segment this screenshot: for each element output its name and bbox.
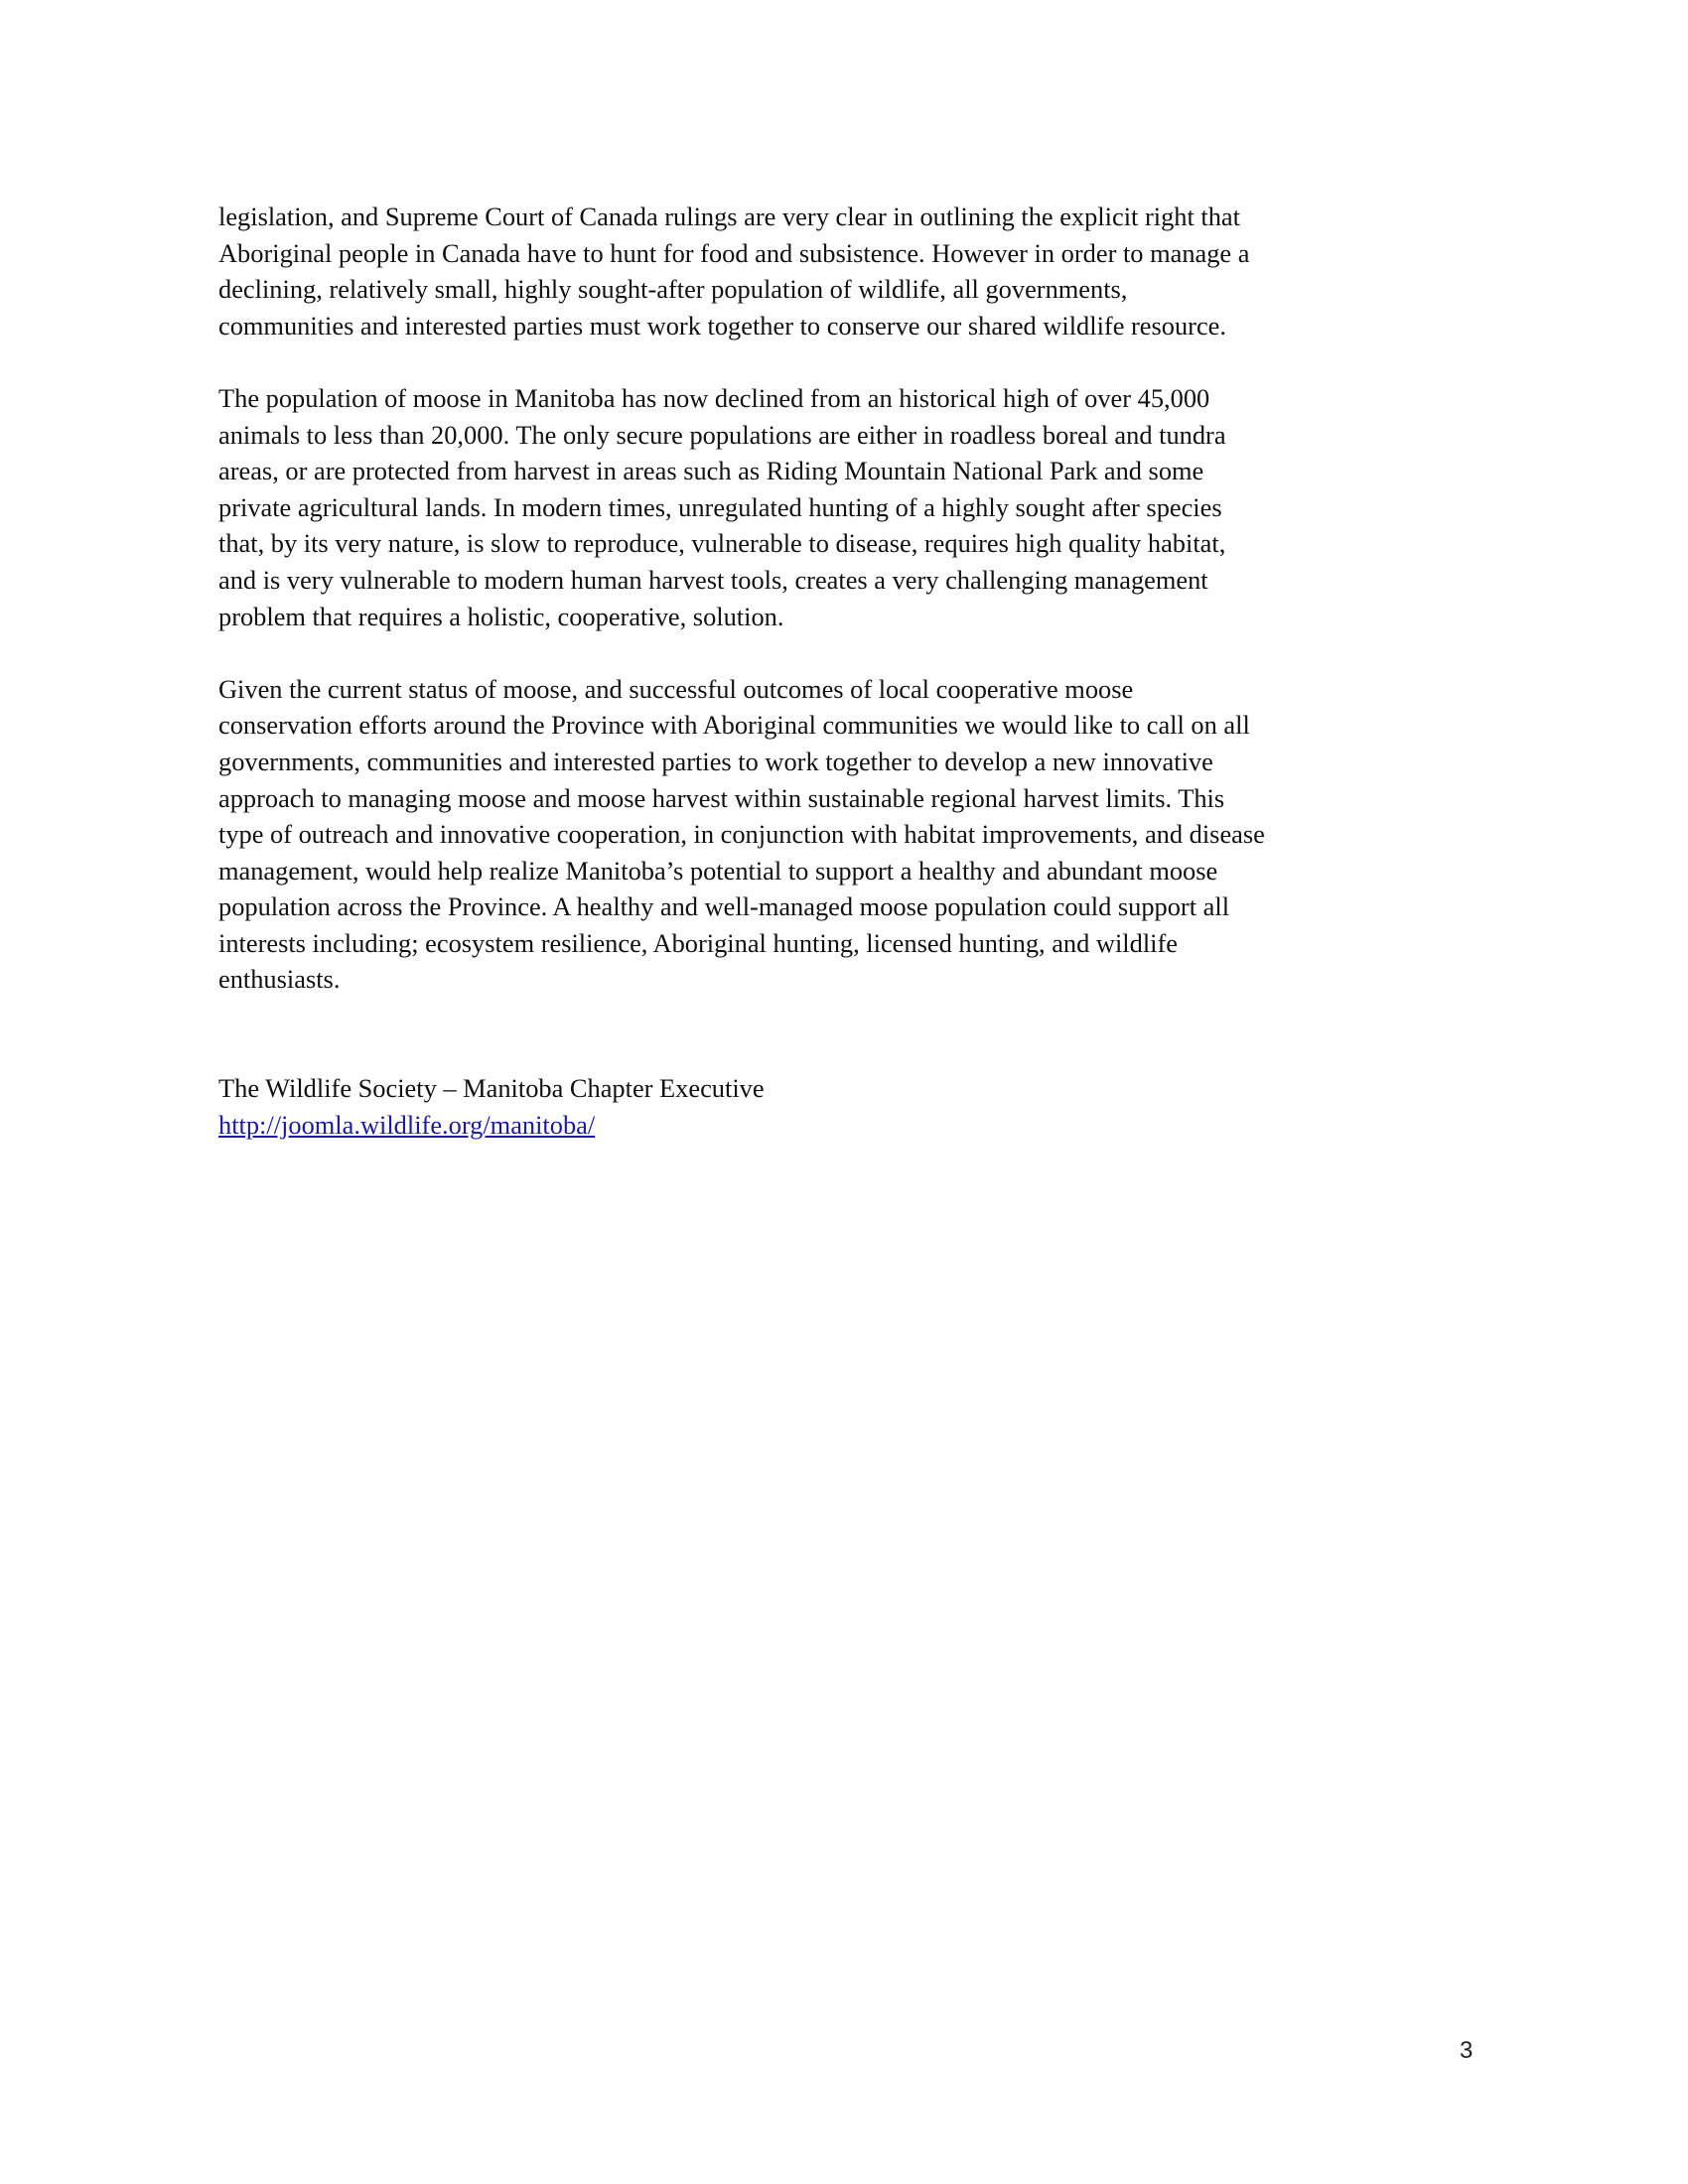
text-line: problem that requires a holistic, cooperative, solution. — [218, 601, 784, 631]
page-number: 3 — [1460, 2037, 1474, 2064]
text-line: animals to less than 20,000. The only secure populations are either in roadless boreal and tundra — [218, 419, 1226, 450]
paragraph-1 — [218, 199, 1489, 343]
text-line: governments, communities and interested parties to work together to develop a new innovative — [218, 746, 1213, 776]
paragraph-2 — [218, 380, 1489, 634]
signature-organization: The Wildlife Society – Manitoba Chapter Executive — [218, 1073, 765, 1104]
document-body — [218, 199, 1489, 1143]
text-line: The population of moose in Manitoba has now declined from an historical high of over 45,000 — [218, 382, 1210, 413]
text-line: legislation, and Supreme Court of Canada rulings are very clear in outlining the explicit right that — [218, 202, 1240, 231]
text-line: conservation efforts around the Province with Aboriginal communities we would like to call on all — [218, 710, 1250, 741]
text-line: enthusiasts. — [218, 964, 341, 995]
text-line: Given the current status of moose, and successful outcomes of local cooperative moose — [218, 673, 1134, 704]
text-line: areas, or are protected from harvest in areas such as Riding Mountain National Park and some — [218, 456, 1204, 486]
text-line: type of outreach and innovative cooperation, in conjunction with habitat improvements, and disease — [218, 819, 1265, 850]
text-line: and is very vulnerable to modern human harvest tools, creates a very challenging management — [218, 564, 1208, 595]
text-line: population across the Province. A healthy and well-managed moose population could support all — [218, 891, 1230, 922]
signature-block — [218, 1070, 1489, 1143]
chapter-website-link[interactable]: http://joomla.wildlife.org/manitoba/ — [218, 1109, 596, 1140]
text-line: management, would help realize Manitoba’s potential to support a healthy and abundant moose — [218, 855, 1218, 886]
text-line: Aboriginal people in Canada have to hunt for food and subsistence. However in order to manage a — [218, 237, 1250, 268]
text-line: private agricultural lands. In modern times, unregulated hunting of a highly sought after species — [218, 491, 1222, 522]
text-line: that, by its very nature, is slow to reproduce, vulnerable to disease, requires high quality habitat, — [218, 528, 1226, 559]
paragraph-3 — [218, 671, 1489, 998]
text-line: communities and interested parties must work together to conserve our shared wildlife resource. — [218, 310, 1226, 341]
text-line: declining, relatively small, highly sought-after population of wildlife, all governments, — [218, 274, 1128, 305]
text-line: approach to managing moose and moose harvest within sustainable regional harvest limits. This — [218, 782, 1225, 813]
text-line: interests including; ecosystem resilience, Aboriginal hunting, licensed hunting, and wildlife — [218, 927, 1178, 958]
